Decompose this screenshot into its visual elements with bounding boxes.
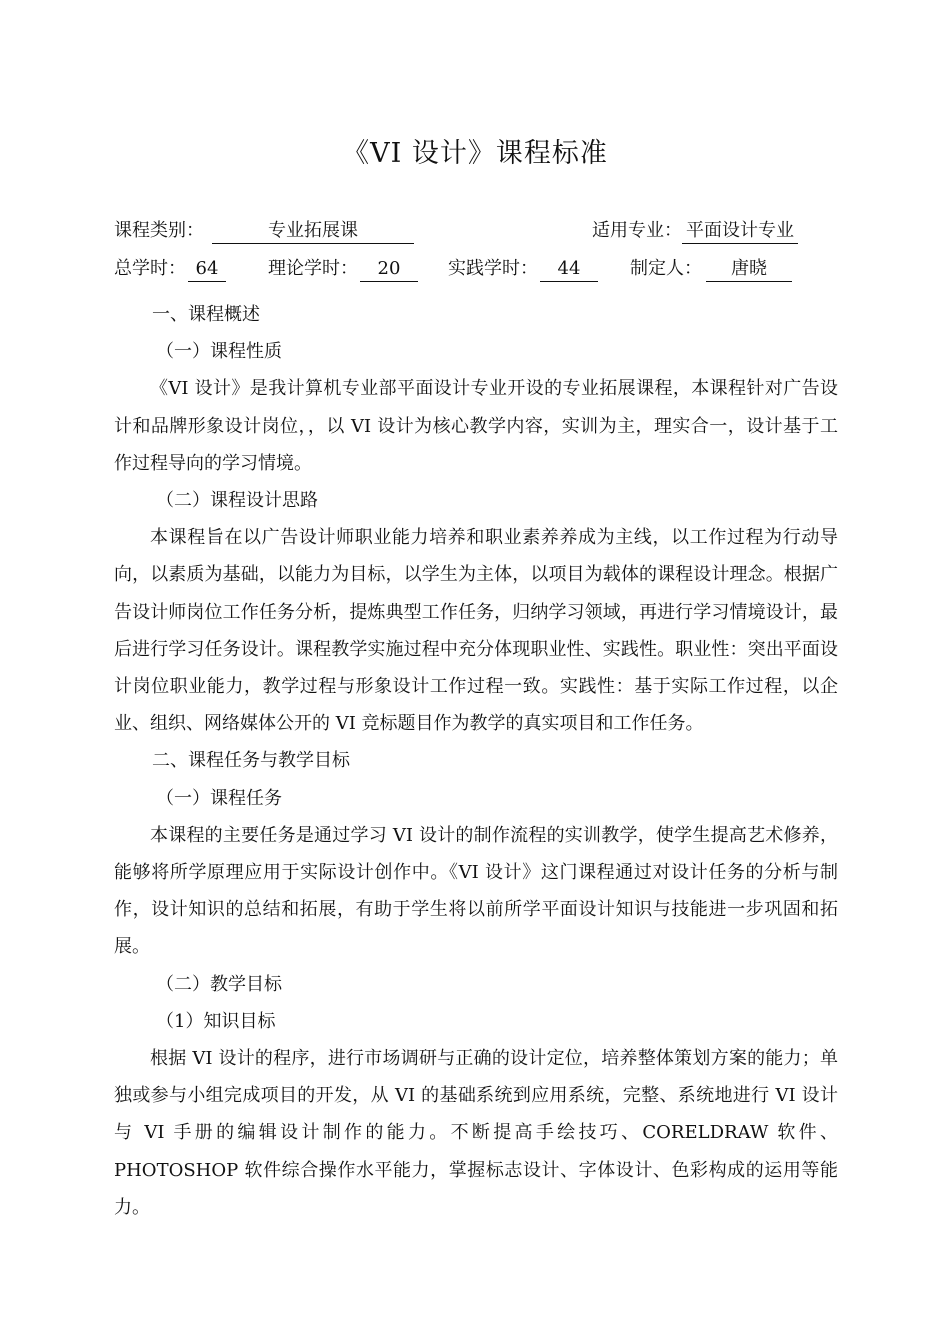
course-category-field <box>114 218 414 244</box>
author-label: 制定人： <box>630 258 702 279</box>
applicable-major-field <box>592 218 798 244</box>
total-hours-field <box>114 256 226 282</box>
theory-hours-label: 理论学时： <box>268 258 358 279</box>
total-hours-value: 64 <box>188 258 226 282</box>
total-hours-label: 总学时： <box>114 258 186 279</box>
paragraph-course-tasks: 本课程的主要任务是通过学习 VI 设计的制作流程的实训教学，使学生提高艺术修养，能够将所学原理应用于实际设计创作中。《VI 设计》这门课程通过对设计任务的分析与制作，设计知识的总结和拓展，有助于学生将以前所学平面设计知识与技能进一步巩固和拓展。 <box>114 824 838 958</box>
subsection-heading-course-nature: （一）课程性质 <box>156 341 282 363</box>
document-title: 《VI 设计》课程标准 <box>342 138 608 169</box>
subsection-heading-course-tasks: （一）课程任务 <box>156 787 282 809</box>
subsection-heading-knowledge-goals: （1）知识目标 <box>156 1010 276 1032</box>
document-body <box>114 296 838 1226</box>
applicable-major-label: 适用专业： <box>592 220 682 241</box>
theory-hours-field <box>268 256 418 282</box>
author-value: 唐晓 <box>706 258 792 282</box>
course-category-value: 专业拓展课 <box>212 220 414 244</box>
theory-hours-value: 20 <box>360 258 418 282</box>
paragraph-design-approach: 本课程旨在以广告设计师职业能力培养和职业素养养成为主线，以工作过程为行动导向，以素质为基础，以能力为目标，以学生为主体，以项目为载体的课程设计理念。根据广告设计师岗位工作任务分析，提炼典型工作任务，归纳学习领域，再进行学习情境设计，最后进行学习任务设计。课程教学实施过程中充分体现职业性、实践性。职业性：突出平面设计岗位职业能力，教学过程与形象设计工作过程一致。实践性：基于实际工作过程，以企业、组织、网络媒体公开的 VI 竞标题目作为教学的真实项目和工作任务。 <box>114 527 838 735</box>
author-field <box>630 256 792 282</box>
paragraph-knowledge-goals: 根据 VI 设计的程序，进行市场调研与正确的设计定位，培养整体策划方案的能力；单独或参与小组完成项目的开发，从 VI 的基础系统到应用系统，完整、系统地进行 VI 设计与 VI 手册的编辑设计制作的能力。不断提高手绘技巧、CORELDRAW 软件、PHOTOSHOP 软件综合操作水平能力，掌握标志设计、字体设计、色彩构成的运用等能力。 <box>114 1048 838 1218</box>
subsection-heading-teaching-goals: （二）教学目标 <box>156 973 282 995</box>
practice-hours-label: 实践学时： <box>448 258 538 279</box>
practice-hours-value: 44 <box>540 258 598 282</box>
practice-hours-field <box>448 256 598 282</box>
applicable-major-value: 平面设计专业 <box>682 220 798 244</box>
section-heading-1: 一、课程概述 <box>152 304 260 325</box>
paragraph-course-nature: 《VI 设计》是我计算机专业部平面设计专业开设的专业拓展课程，本课程针对广告设计和品牌形象设计岗位，，以 VI 设计为核心教学内容，实训为主，理实合一，设计基于工作过程导向的学习情境。 <box>114 378 838 474</box>
course-category-label: 课程类别： <box>114 220 204 241</box>
section-heading-2: 二、课程任务与教学目标 <box>152 750 350 772</box>
subsection-heading-design-approach: （二）课程设计思路 <box>156 490 318 512</box>
